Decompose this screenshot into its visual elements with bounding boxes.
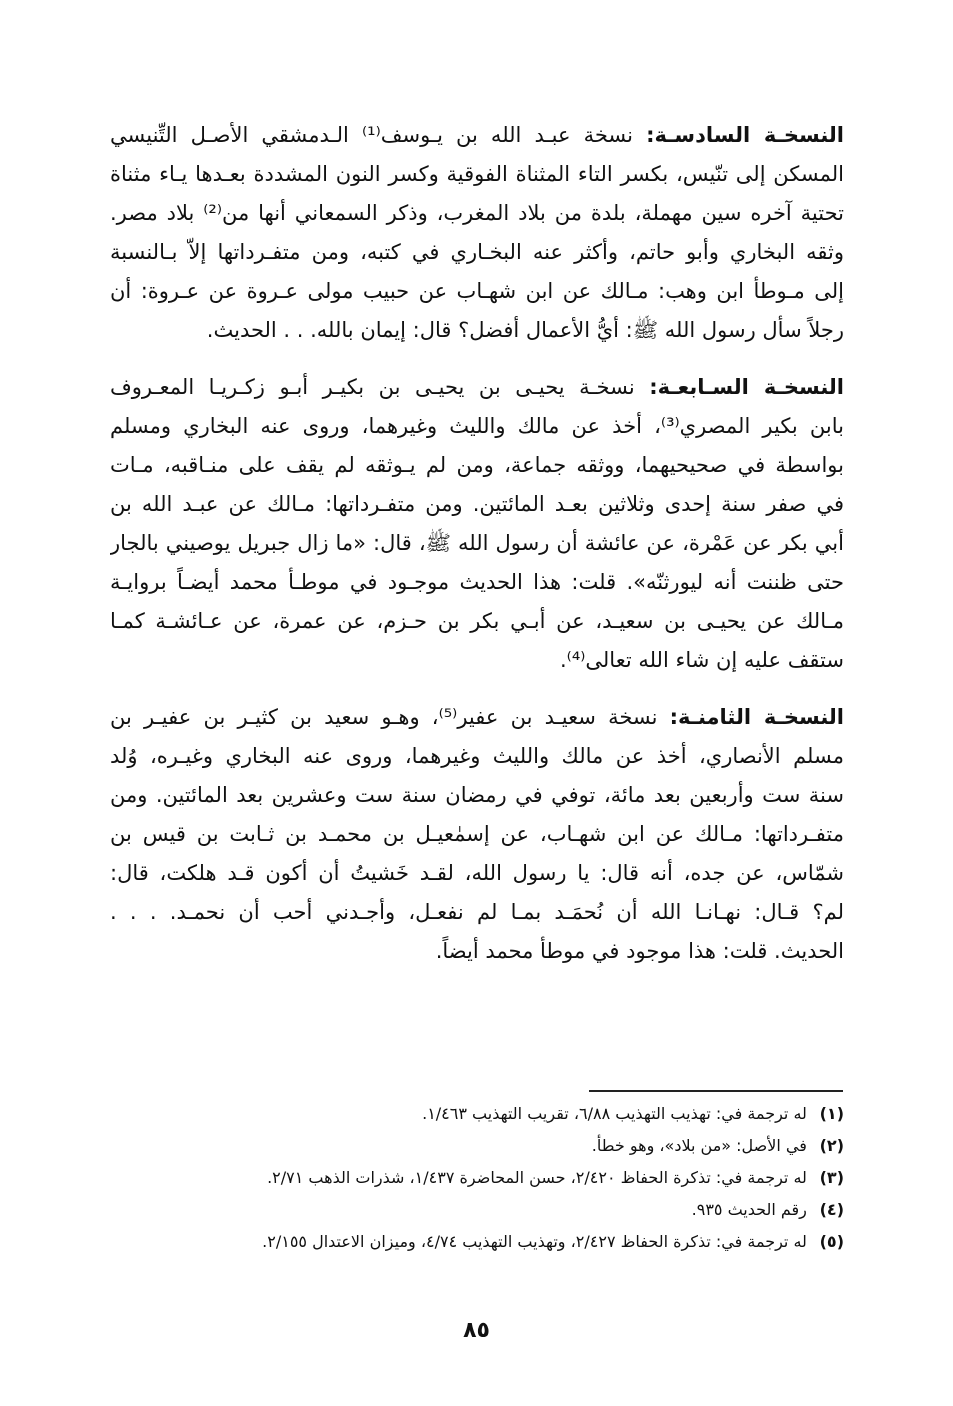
footnote-text: رقم الحديث ٩٣٥. [691,1200,807,1219]
text-line: حتى ظننت أنه ليورثنّه». قلت: هذا الحديث موجـود في موطـأ محمد أيضـاً بروايـة [110,570,844,594]
text-line: مسلم الأنصاري، أخذ عن مالك والليث وغيرهما، وروى عنه البخاري وغيـره، وُلد [110,744,844,768]
text-line: متفـرداتها: مـالك عن ابن شهـاب، عن إسمٰعيـل بن محمـد بن ثـابت بن قيس بن [110,822,844,846]
footnote-divider [589,1090,843,1092]
footnotes [110,1098,844,1258]
text-line: مـالك عن يحيـى بن سعيـد، عن أبـي بكر بن حـزم، عن عمرة، عن عـائشـة كمـا [110,609,844,633]
text-line: أبي بكر عن عَمْرة، عن عائشة أن رسول الله ﷺ، قال: «ما زال جبريل يوصيني بالجار [110,531,844,555]
footnote-number: (٤) [819,1200,844,1219]
text-line: تحتية آخره سين مهملة، بلدة من بلاد المغرب، وذكر السمعاني أنها من⁽²⁾ بلاد مصر. [110,201,844,225]
section-heading: النسخـة السـابعـة: [649,375,844,399]
text-line: في صفر سنة إحدى وثلاثين بعـد المائتين. ومن متفـرداتها: مـالك عن عبـد الله بن [110,492,844,516]
text-line: وثقه البخاري وأبو حاتم، وأكثر عنه البخـاري في كتبه، ومن متفـرداتها إلاّ بـالنسبة [110,240,844,264]
footnote-text: له ترجمة في: تهذيب التهذيب ٦/٨٨، تقريب التهذيب ١/٤٦٣. [422,1104,807,1123]
page-number: ٨٥ [463,1318,490,1343]
text-line: النسخـة السادسـة: نسخة عبـد الله بن يـوسف⁽¹⁾ الـدمشقي الأصـل التِّنيسي [110,123,844,147]
text-line: ستقف عليه إن شاء الله تعالى⁽⁴⁾. [559,648,844,672]
footnote-text: له ترجمة في: تذكرة الحفاظ ٢/٤٢٧، وتهذيب التهذيب ٤/٧٤، وميزان الاعتدال ٢/١٥٥. [262,1232,807,1251]
text-line: الحديث. قلت: هذا موجود في موطأ محمد أيضاً. [435,939,844,963]
text-line: سنة ست وأربعين بعد مائة، توفي في رمضان سنة ست وعشرين بعد المائتين. ومن [110,783,844,807]
footnote-number: (٣) [819,1168,844,1187]
footnote-number: (٢) [819,1136,844,1155]
footnote-1 [110,1098,844,1130]
section-heading: النسخـة الثامنـة: [669,705,844,729]
page-body [110,116,844,989]
footnote-text: في الأصل: «من بلاد»، وهو خطأ. [591,1136,807,1155]
text-line: لم؟ قـال: نهـانـا الله أن نُحمَـد بمـا لم نفعـل، وأجـدني أحب أن نحمـد. . . . [110,900,844,924]
footnote-3 [110,1162,844,1194]
footnote-number: (٥) [819,1232,844,1251]
paragraph-seventh-copy [110,368,844,680]
footnote-number: (١) [819,1104,844,1123]
text-line: بواسطة في صحيحيهما، ووثقه جماعة، ومن لم يـوثقه لم يقف على منـاقبه، مـات [110,453,844,477]
text-line: شمّاس، عن جده، أنه قال: يا رسول الله، لقـد خَشيتُ أن أكون قـد هلكت، قال: [110,861,844,885]
text-line: المسكن إلى تنّيس، بكسر التاء المثناة الفوقية وكسر النون المشددة بعـدها يـاء مثناة [110,162,844,186]
footnote-text: له ترجمة في: تذكرة الحفاظ ٢/٤٢٠، حسن المحاضرة ١/٤٣٧، شذرات الذهب ٢/٧١. [267,1168,807,1187]
text-line: النسخـة السـابعـة: نسخـة يحيـى بن يحيـى بن بكيـر أبـو زكـريـا المعـروف [110,375,844,399]
footnote-5 [110,1226,844,1258]
paragraph-sixth-copy [110,116,844,350]
footnote-2 [110,1130,844,1162]
text-line: بابن بكير المصري⁽³⁾، أخذ عن مالك والليث وغيرهما، وروى عنه البخاري ومسلم [110,414,844,438]
text-line: رجلاً سأل رسول الله ﷺ: أيُّ الأعمال أفضل؟ قال: إيمان بالله. . . الحديث. [206,318,844,342]
footnote-4 [110,1194,844,1226]
text-line: إلى مـوطأ ابن وهب: مـالك عن ابن شهـاب عن حبيب مولى عـروة عن عـروة: أن [110,279,844,303]
text-line: النسخـة الثامنـة: نسخة سعيـد بن عفير⁽⁵⁾، وهـو سعيد بن كثيـر بن عفيـر بن [110,705,844,729]
paragraph-eighth-copy [110,698,844,971]
section-heading: النسخـة السادسـة: [646,123,844,147]
